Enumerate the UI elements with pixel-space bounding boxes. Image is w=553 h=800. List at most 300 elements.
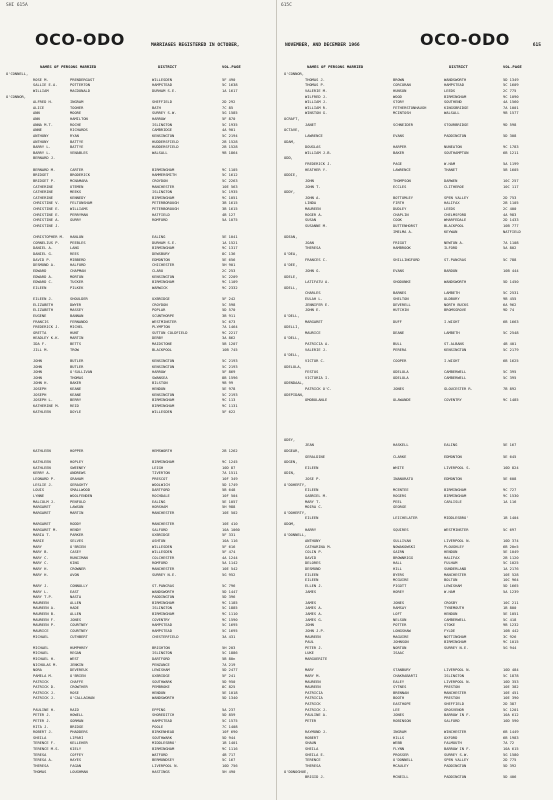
vol-page-cell: 5C 418 xyxy=(503,617,517,622)
vol-page-cell: 5C 788 xyxy=(503,257,517,262)
forename-cell: JOHN H. xyxy=(33,381,49,386)
district-cell: EALING xyxy=(444,443,458,448)
vol-page-cell: 5H 901 xyxy=(222,263,236,268)
spouse-surname-cell: O'SULLIVAN xyxy=(70,370,93,375)
district-cell: LAMBETH xyxy=(444,330,460,335)
district-cell: MANCHESTER xyxy=(152,522,175,526)
forename-cell: PATRICK J. xyxy=(33,690,56,695)
district-cell: WALSALL xyxy=(444,111,460,116)
district-cell: TYNEMOUTH xyxy=(444,606,464,611)
forename-cell: PATRICIA A. xyxy=(305,342,330,346)
vol-page-cell: 5C 2194 xyxy=(222,133,238,138)
forename-cell: FRANCIS xyxy=(33,319,49,324)
spouse-surname-cell: EAST xyxy=(70,589,79,594)
vol-page-cell: 10D 590 xyxy=(503,718,519,723)
district-cell: PRESTON xyxy=(444,685,460,690)
district-cell: NOTTINGHAM xyxy=(444,634,467,639)
spouse-surname-cell: THOMPSON xyxy=(393,178,411,183)
spouse-surname-cell: HILLS xyxy=(393,735,405,740)
forename-cell: THOMAS J. xyxy=(305,77,325,82)
district-cell: BIRKENHEAD xyxy=(152,730,175,735)
spouse-surname-cell: VENABLES xyxy=(70,150,88,155)
district-cell: CROYDON xyxy=(152,178,168,183)
spouse-surname-cell: ODELOLA xyxy=(393,375,409,380)
district-cell: KENSINGTON xyxy=(152,133,175,138)
district-cell: PRESCOT xyxy=(152,477,168,481)
vol-page-cell: 3A 431 xyxy=(222,634,236,639)
spouse-surname-cell: PROSSER xyxy=(393,752,409,757)
spouse-surname-cell: LAWRENCE xyxy=(393,167,411,172)
vol-page-cell: 5B 648 xyxy=(222,488,236,493)
register-row xyxy=(277,775,553,781)
vol-page-cell: 9C 1590 xyxy=(222,617,238,622)
forename-cell: EILEEN xyxy=(33,285,47,290)
spouse-surname-cell: REID xyxy=(70,403,79,408)
district-cell: SURREY N.E. xyxy=(444,645,469,650)
vol-page-cell: 5E 1049 xyxy=(503,550,519,555)
district-cell: PETERBOROUGH xyxy=(152,207,179,211)
district-cell: BIRMINGHAM xyxy=(152,167,175,172)
spouse-surname-cell: HALL xyxy=(393,561,402,566)
spouse-surname-cell: GAIRN xyxy=(393,550,405,555)
forename-cell: KATHLEEN xyxy=(33,460,51,465)
spouse-surname-cell: ALLEN xyxy=(70,612,82,616)
vol-page-cell: 5D 1665 xyxy=(503,583,519,588)
spouse-surname-cell: HADE xyxy=(70,606,79,611)
district-cell: WANDSWORTH xyxy=(152,696,175,701)
vol-page-cell: 5F 870 xyxy=(222,117,236,121)
vol-page-cell: 5C 167 xyxy=(222,758,236,763)
forename-cell: THERESA xyxy=(305,763,321,768)
vol-page-cell: 2C 775 xyxy=(503,88,517,93)
district-cell: BIRMINGHAM xyxy=(152,600,175,605)
forename-cell: JOSEPH L. xyxy=(33,398,53,403)
vol-page-cell: 5D 1349 xyxy=(503,77,519,82)
vol-page-cell: 5A 237 xyxy=(222,707,236,712)
vol-page-cell: 9C 1109 xyxy=(222,280,238,285)
spouse-surname-cell: CHAKRABARTI xyxy=(393,673,418,678)
forename-cell: MAUREEN xyxy=(305,685,321,690)
spouse-surname-cell: WOOD xyxy=(393,94,402,99)
district-cell: SCUNTHORPE xyxy=(152,313,175,318)
spouse-surname-cell: DWYER xyxy=(70,302,82,307)
district-cell: LIVERPOOL N. xyxy=(444,538,471,543)
spouse-surname-cell: LEE xyxy=(393,707,400,712)
district-cell: HALIFAX xyxy=(444,201,460,206)
vol-page-cell: 5C 1695 xyxy=(222,628,238,633)
forename-cell: JOSEPH xyxy=(33,392,47,397)
vol-page-cell: 7A 72 xyxy=(503,741,515,746)
column-headers xyxy=(277,64,553,71)
spouse-surname-cell: BAKER xyxy=(393,150,405,155)
spouse-surname-cell: KING xyxy=(70,561,79,566)
forename-cell: TERESA A. xyxy=(33,758,53,763)
spouse-surname-cell: BOOTH xyxy=(393,696,405,701)
spouse-surname-cell: CONNOLLY xyxy=(70,583,88,588)
district-cell: DARTFORD xyxy=(152,488,170,493)
district-cell: HAMMERSMITH xyxy=(152,173,177,178)
register-entries xyxy=(277,72,553,781)
forename-cell: IDA F. xyxy=(33,342,47,346)
district-cell: LEIGH xyxy=(152,465,164,470)
forename-cell: TERESA xyxy=(33,752,47,757)
vol-page-cell: 4B 401 xyxy=(503,342,517,346)
spouse-surname-cell: EALEY xyxy=(393,679,405,684)
forename-cell: THOMAS P. xyxy=(305,83,325,88)
spouse-surname-cell: CASEY xyxy=(70,550,82,555)
forename-cell: PAMELA M. xyxy=(33,673,53,678)
surname-cell: ODELLI, xyxy=(284,325,300,330)
vol-page-cell: 5C 1025 xyxy=(503,561,519,566)
vol-page-cell: 9C 1783 xyxy=(503,145,519,150)
forename-cell: LINDA xyxy=(305,201,317,206)
forename-cell: MARGARET xyxy=(305,319,323,324)
district-cell: POOLE xyxy=(152,724,164,729)
district-cell: BIRMINGHAM xyxy=(152,246,175,251)
spouse-surname-cell: BARNES xyxy=(393,291,407,296)
vol-page-cell: 5D 392 xyxy=(503,763,517,768)
spouse-surname-cell: HOREY xyxy=(393,589,405,594)
spouse-surname-cell: MCENTEE xyxy=(393,488,409,493)
forename-cell: COLIN P. xyxy=(305,550,323,555)
forename-cell: GRETTA xyxy=(33,330,47,335)
spouse-surname-cell: HUNT xyxy=(70,330,79,335)
surname-cell: O'DELL, xyxy=(284,353,300,358)
district-cell: LEEDS xyxy=(444,88,456,93)
forename-cell: MARGUERITE xyxy=(305,657,328,661)
vol-page-cell: 5C 1935 xyxy=(222,122,238,127)
spouse-surname-cell: BUTLER xyxy=(70,364,84,369)
forename-cell: HEATHER Y. xyxy=(305,167,328,172)
district-cell: WINCHESTER xyxy=(444,730,467,735)
forename-cell: MOIRA C. xyxy=(305,505,323,510)
vol-page-cell: 8B 1596 xyxy=(222,375,238,380)
page-reference: SHI 615A xyxy=(6,3,28,8)
vol-page-cell: 10E 563 xyxy=(222,184,238,189)
vol-page-cell: 5C 2193 xyxy=(222,392,238,397)
spouse-surname-cell: MASSEY xyxy=(70,308,84,313)
district-cell: COVENTRY xyxy=(152,617,170,622)
forename-cell: ALICE xyxy=(33,105,45,110)
forename-cell: ROSE M. xyxy=(33,77,49,82)
spouse-surname-cell: PHADDERS xyxy=(70,730,88,735)
spouse-surname-cell: EVANS xyxy=(393,133,405,138)
district-cell: EDMONTON xyxy=(444,454,462,459)
names-column-header: NAMES OF PERSONS MARRIED xyxy=(40,64,97,69)
vol-page-cell: 10D 824 xyxy=(503,465,519,470)
vol-page-cell: 9B 455 xyxy=(503,297,517,301)
district-cell: WILLESDEN xyxy=(152,550,172,555)
vol-page-cell: 10E 502 xyxy=(222,510,238,515)
district-cell: PADDINGTON xyxy=(444,763,467,768)
forename-cell: EILEEN J. xyxy=(33,297,53,301)
spouse-surname-cell: HOPPER xyxy=(70,448,84,453)
forename-cell: NORA xyxy=(33,668,42,673)
forename-cell: CATHARINA M. xyxy=(305,544,332,549)
spouse-surname-cell: O'BRIEN xyxy=(70,673,86,678)
vol-page-cell: 3C 926 xyxy=(503,634,517,639)
forename-cell: FESTUS xyxy=(305,370,319,375)
vol-page-cell: 10F 690 xyxy=(222,730,238,735)
spouse-surname-cell: HAMBROOK xyxy=(393,246,411,251)
surname-cell: O'DONOGHUE, xyxy=(284,769,309,774)
spouse-surname-cell: PENFOLD xyxy=(70,499,86,504)
spouse-surname-cell: LAWSON xyxy=(70,505,84,510)
district-cell: CARLISLE xyxy=(444,499,462,504)
forename-cell: KATHLEEN xyxy=(33,465,51,470)
spouse-surname-cell: SHOULDER xyxy=(70,297,88,301)
spouse-surname-cell: EVANS xyxy=(393,268,405,273)
district-cell: WARWICK xyxy=(152,285,168,290)
forename-cell: JENNIFER E. xyxy=(305,302,330,307)
forename-cell: CHRISTINE E. xyxy=(33,212,60,217)
spouse-surname-cell: DUTTENHORST xyxy=(393,223,418,228)
forename-cell: MALCOLM J. xyxy=(33,499,56,504)
vol-page-cell: 10E 382 xyxy=(503,685,519,690)
forename-cell: PATRICK O'C. xyxy=(305,387,332,391)
surname-cell: ODDY, xyxy=(284,190,296,195)
vol-page-cell: 10B 745 xyxy=(222,347,238,352)
forename-cell: LAWRENCE xyxy=(305,133,323,138)
vol-page-cell: 10D 756 xyxy=(222,763,238,768)
spouse-surname-cell: HASKELL xyxy=(393,443,409,448)
vol-page-cell: 2B 1105 xyxy=(503,201,519,206)
district-cell: BIRMINGHAM xyxy=(152,460,175,465)
district-cell: COLCHESTER xyxy=(152,555,175,560)
vol-page-cell: 3B 1615 xyxy=(222,207,238,211)
vol-page-cell: 5C 598 xyxy=(222,302,236,307)
forename-cell: MAUREEN F. xyxy=(33,617,56,622)
vol-page-cell: 5E 978 xyxy=(222,387,236,391)
surname-cell: ODEY, xyxy=(284,437,296,442)
vol-page-cell: 5E 656 xyxy=(222,257,236,262)
district-cell: LAMBETH xyxy=(444,291,460,296)
spouse-surname-cell: WILLIAMS xyxy=(70,207,88,211)
spouse-surname-cell: MCAULEY xyxy=(393,763,409,768)
spouse-surname-cell: IMELMA A. xyxy=(393,229,413,234)
forename-cell: EUGENE xyxy=(33,313,47,318)
district-cell: PADDINGTON xyxy=(444,133,467,138)
spouse-surname-cell: HAYES xyxy=(70,758,82,763)
forename-cell: ELLEN J. xyxy=(305,583,323,588)
surname-cell: ODENDAAL, xyxy=(284,381,304,386)
district-cell: ST.ALBANS xyxy=(444,342,464,346)
spouse-surname-cell: INGRAM xyxy=(393,730,407,735)
district-cell: HUDDERSFIELD xyxy=(152,139,179,144)
vol-page-cell: 10E 410 xyxy=(222,522,238,526)
forename-cell: CHRISTOPHER M. xyxy=(33,235,65,240)
spouse-surname-cell: CHAPLIN xyxy=(393,212,409,217)
spouse-surname-cell: PILKEK xyxy=(70,285,84,290)
spouse-surname-cell: LOUGHMAN xyxy=(70,769,88,774)
vol-page-column-header: VOL.PAGE xyxy=(222,64,241,69)
vol-page-cell: 5D 859 xyxy=(222,713,236,718)
surname-cell: O'CONNOR, xyxy=(284,72,304,76)
spouse-surname-cell: TOOHER xyxy=(70,105,84,110)
vol-page-cell: 5D 1340 xyxy=(222,696,238,701)
vol-page-cell: 1A 1521 xyxy=(222,240,238,245)
page-subheading: MARRIAGES REGISTERED IN OCTOBER, xyxy=(151,43,240,48)
district-cell: CROSBY xyxy=(444,600,458,605)
forename-cell: LATIFATU A. xyxy=(305,280,330,285)
vol-page-cell: 6B 20n5 xyxy=(503,544,519,549)
forename-cell: EILEEN xyxy=(305,465,319,470)
district-column-header: DISTRICT xyxy=(449,64,468,69)
vol-page-cell: 5D 1749 xyxy=(222,482,238,487)
forename-cell: CATHERINE xyxy=(33,184,53,189)
spouse-surname-cell: NELSON xyxy=(393,617,407,622)
district-cell: MIDDLESBRO' xyxy=(152,741,177,746)
spouse-surname-cell: ROSE xyxy=(70,690,79,695)
spouse-surname-cell: COURTNEY xyxy=(70,623,88,628)
district-cell: HAMPSTEAD xyxy=(444,83,464,88)
page-reference: 615C xyxy=(281,3,292,8)
vol-page-cell: 3A 862 xyxy=(222,336,236,341)
vol-page-cell: 8C 825 xyxy=(222,685,236,690)
district-cell: SOUTHAMPTON xyxy=(444,150,469,155)
vol-page-cell: 5A 1142 xyxy=(222,561,238,566)
spouse-surname-cell: LONGSHAW xyxy=(393,628,411,633)
surname-cell: ODGEN, xyxy=(284,460,298,465)
vol-page-cell: 5F 242 xyxy=(222,297,236,301)
spouse-surname-cell: ISAAC xyxy=(393,651,405,656)
vol-page-cell: 9C 1245 xyxy=(222,460,238,465)
vol-page-cell: 5A 802 xyxy=(503,246,517,251)
vol-page-cell: 5G 1585 xyxy=(222,111,238,116)
spouse-surname-cell: OLAWANDE xyxy=(393,398,411,403)
spouse-surname-cell: RAID xyxy=(70,707,79,712)
forename-cell: THOMAS xyxy=(33,769,47,774)
vol-page-cell: 7A 1108 xyxy=(503,240,519,245)
district-cell: KENSINGTON xyxy=(152,274,175,279)
surname-cell: OCRAFT, xyxy=(284,117,300,121)
vol-page-cell: 5C 796 xyxy=(222,583,236,588)
district-cell: WALSALL xyxy=(152,150,168,155)
forename-cell: ROBERT xyxy=(305,735,319,740)
spouse-surname-cell: WEST xyxy=(70,657,79,661)
forename-cell: WILFRED J. xyxy=(305,94,328,99)
spouse-surname-cell: FETHERSTONHAUGH xyxy=(393,105,427,110)
spouse-surname-cell: BOTTOMLEY xyxy=(393,195,413,200)
vol-page-cell: 2C 253 xyxy=(222,268,236,273)
district-cell: DERBY xyxy=(152,336,164,341)
spouse-surname-cell: TROW xyxy=(70,347,79,352)
district-cell: ASHTON xyxy=(152,538,166,543)
surname-cell: OCTAVE, xyxy=(284,128,300,133)
spouse-surname-cell: GEORGE xyxy=(393,505,407,510)
vol-page-cell: 9C 1185 xyxy=(222,600,238,605)
vol-page-cell: 9C 1105 xyxy=(222,167,238,172)
forename-cell: MARY C. xyxy=(33,561,49,566)
spouse-surname-cell: JENKIN xyxy=(70,662,84,667)
vol-page-cell: 9C 1110 xyxy=(222,612,238,616)
district-cell: FALMOUTH xyxy=(444,741,462,746)
forename-cell: JANET xyxy=(305,122,317,127)
vol-page-cell: 10D 353 xyxy=(503,679,519,684)
vol-page-cell: 2B 1262 xyxy=(222,448,238,453)
vol-page-cell: 10E 451 xyxy=(503,690,519,695)
spouse-surname-cell: HAMILTON xyxy=(70,117,88,121)
vol-page-cell: 5F 474 xyxy=(222,550,236,555)
forename-cell: ANNE xyxy=(33,128,42,133)
vol-page-cell: 5C 2531 xyxy=(503,291,519,296)
district-cell: HENDON xyxy=(444,612,458,616)
spouse-surname-cell: ALLEN xyxy=(70,600,82,605)
district-cell: PENZANCE xyxy=(152,662,170,667)
vol-page-cell: 5H 988 xyxy=(222,505,236,510)
vol-page-cell: 7A 1464 xyxy=(222,325,238,330)
forename-cell: HARRY xyxy=(305,527,317,532)
district-cell: W.HAM xyxy=(444,589,456,594)
spouse-surname-cell: RAMSAY xyxy=(393,606,407,611)
spouse-surname-cell: CLARKE xyxy=(393,454,407,459)
spouse-surname-cell: FERNANDO xyxy=(70,319,88,324)
spouse-surname-cell: WOOLFENDEN xyxy=(70,493,93,498)
forename-cell: ROBERT J. xyxy=(33,730,53,735)
district-cell: BILSTON xyxy=(152,381,168,386)
spouse-surname-cell: BUTLER xyxy=(70,358,84,363)
forename-cell: JOHN A. xyxy=(305,195,321,200)
spouse-surname-cell: CHAPMAN xyxy=(70,268,86,273)
vol-page-cell: 5C 395 xyxy=(503,370,517,375)
spouse-surname-cell: CARTER xyxy=(70,167,84,172)
surname-cell: O'DELL, xyxy=(284,313,300,318)
district-cell: HAMPSTEAD xyxy=(152,718,172,723)
vol-page-cell: 4A 901 xyxy=(222,128,236,133)
district-cell: ST.PANCRAS xyxy=(444,257,467,262)
vol-page-cell: 1B 1404 xyxy=(503,516,519,521)
district-cell: LEWISHAM xyxy=(444,583,462,588)
vol-page-cell: 5C 2193 xyxy=(222,364,238,369)
district-cell: MANCHESTER xyxy=(152,567,175,571)
page-heading: OCO-ODO xyxy=(35,30,125,49)
district-cell: KENSINGTON xyxy=(444,347,467,352)
vol-page-cell: 5C 2548 xyxy=(503,330,519,335)
vol-page-cell: 5F 331 xyxy=(222,533,236,538)
forename-cell: ANTHONY xyxy=(305,538,321,543)
spouse-surname-cell: NORTON xyxy=(393,645,407,650)
vol-page-cell: 5D 950 xyxy=(222,679,236,684)
spouse-surname-cell: JONES xyxy=(393,387,405,391)
spouse-surname-cell: MACDONALD xyxy=(70,88,90,93)
forename-cell: JILL M. xyxy=(33,347,49,352)
forename-cell: KATHERINE M. xyxy=(33,403,60,408)
district-cell: EALING xyxy=(152,235,166,240)
forename-cell: MAUREEN P. xyxy=(33,623,56,628)
district-cell: BIRMINGHAM xyxy=(444,640,467,645)
forename-cell: LESLIE J. xyxy=(33,482,53,487)
spouse-surname-cell: CORCORAN xyxy=(393,83,411,88)
spouse-surname-cell: BRODERICK xyxy=(70,173,90,178)
district-cell: BRIGHTON xyxy=(152,645,170,650)
district-cell: FYLDE xyxy=(444,628,456,633)
spouse-surname-cell: BRENNAN xyxy=(393,690,409,695)
vol-page-cell: 5A 1239 xyxy=(503,589,519,594)
spouse-surname-cell: AVON xyxy=(70,572,79,577)
spouse-surname-cell: PAGE xyxy=(393,162,402,166)
vol-page-cell: 2D 1433 xyxy=(503,218,519,223)
forename-cell: CORNELIUS P. xyxy=(33,240,60,245)
surname-cell: O'CONNOR, xyxy=(6,94,26,99)
district-cell: SOUTHEND xyxy=(444,100,462,105)
spouse-surname-cell: MCGUIRE xyxy=(393,578,409,583)
spouse-surname-cell: JONES xyxy=(70,617,82,622)
district-cell: SURREY S.W. xyxy=(152,111,177,116)
forename-cell: JOHN xyxy=(33,364,42,369)
forename-cell: KATHLEEN xyxy=(33,409,51,414)
vol-page-cell: 7A 219 xyxy=(222,662,236,667)
forename-cell: PATRICK xyxy=(33,679,49,684)
